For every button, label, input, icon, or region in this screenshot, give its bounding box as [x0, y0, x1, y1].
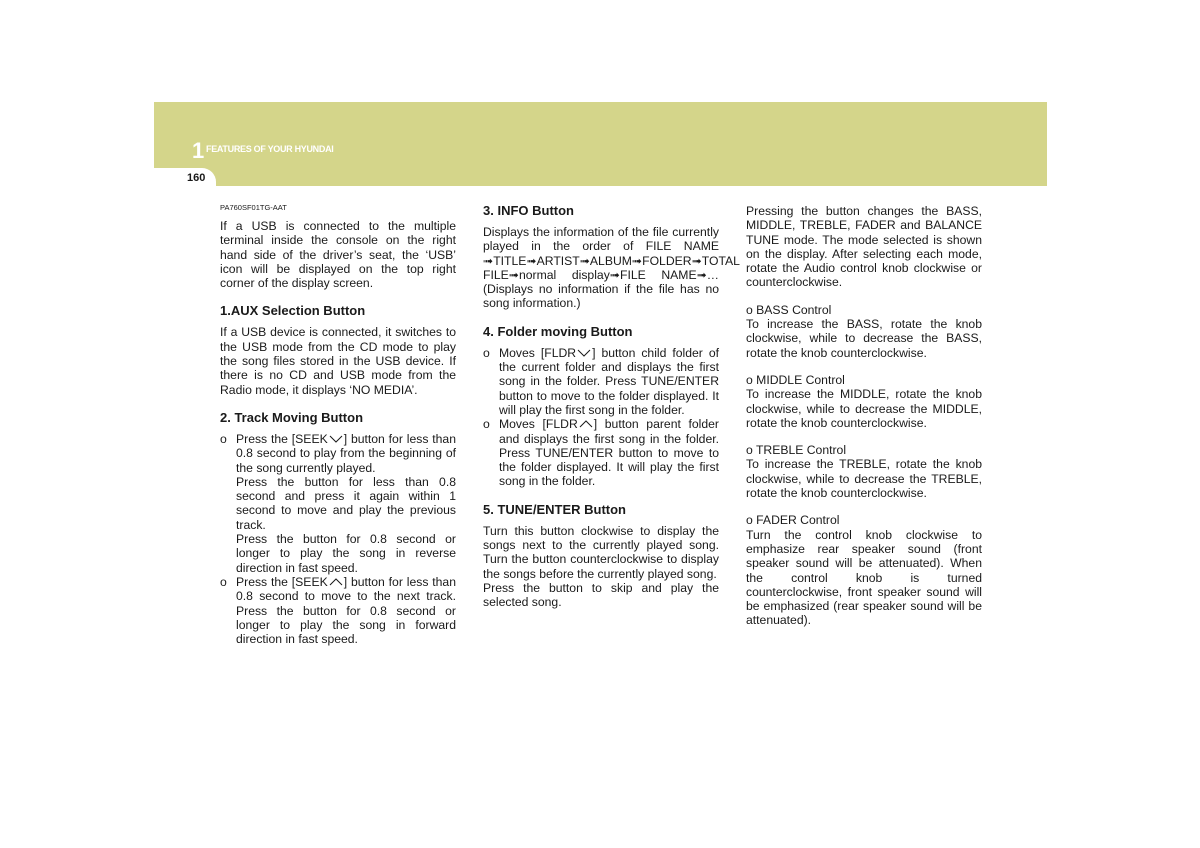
aux-button-heading: 1.AUX Selection Button — [220, 303, 366, 319]
bullet-mark: o — [220, 431, 227, 446]
folder-up-text-post: ] button parent folder and displays the first song in the folder. Press TUNE/ENTER button to move to the folder displayed. It will play the first song in the folder. — [499, 417, 719, 489]
bullet-mark: o — [483, 417, 490, 432]
folder-button-heading: 4. Folder moving Button — [483, 323, 633, 339]
folder-up-text-pre: Moves [FLDR — [499, 417, 578, 432]
chevron-up-icon — [328, 577, 344, 587]
seek-down-text-pre: Press the [SEEK — [236, 431, 328, 446]
track-button-heading: 2. Track Moving Button — [220, 409, 364, 425]
seek-down-text-3: Press the button for 0.8 second or longer to play the song in reverse direction in fast speed. — [236, 532, 456, 575]
column-right — [746, 204, 982, 628]
folder-down-text-pre: Moves [FLDR — [499, 345, 577, 360]
usb-intro-text: If a USB is connected to the multiple terminal inside the console on the right hand side of the driver’s seat, the ‘USB’ icon will be displayed on the top right corner of the display screen. — [220, 219, 456, 291]
treble-control-heading: o TREBLE Control — [746, 443, 847, 458]
tune-button-text-1: Turn this button clockwise to display the songs next to the currently played song. Turn the button counterclockwise to display the songs before the currently played song. — [483, 523, 719, 581]
bullet-mark: o — [483, 345, 490, 360]
bullet-mark: o — [220, 574, 227, 589]
folder-down-text-post: ] button child folder of the current folder and displays the first song in the folder. Press TUNE/ENTER button to move to the folder displayed. It will play the first song in the folder. — [499, 345, 719, 417]
folder-bullet-down — [483, 346, 719, 417]
fader-control-heading: o FADER Control — [746, 513, 840, 528]
track-bullet-seek-down — [220, 432, 456, 575]
seek-up-text-post: ] button for less than 0.8 second to move to the next track. Press the button for 0.8 second or longer to play the song in forward direction in fast speed. — [236, 574, 456, 647]
tone-mode-intro: Pressing the button changes the BASS, MIDDLE, TREBLE, FADER and BALANCE TUNE mode. The mode selected is shown on the display. After selecting each mode, rotate the Audio control knob clockwise or counterclockwise. — [746, 204, 982, 290]
chapter-number: 1 — [192, 138, 205, 163]
chevron-down-icon — [576, 348, 592, 358]
middle-control-text: To increase the MIDDLE, rotate the knob clockwise, while to decrease the MIDDLE, rotate the knob counterclockwise. — [746, 387, 982, 430]
seek-up-text-pre: Press the [SEEK — [236, 574, 328, 589]
track-bullet-seek-up — [220, 575, 456, 646]
tune-button-heading: 5. TUNE/ENTER Button — [483, 501, 626, 517]
bass-control-heading: o BASS Control — [746, 302, 832, 317]
chapter-title: FEATURES OF YOUR HYUNDAI — [206, 144, 334, 154]
column-left — [220, 203, 456, 646]
fader-control-text: Turn the control knob clockwise to emphasize rear speaker sound (front speaker sound will be attenuated). When the control knob is turned counterclockwise, front speaker sound will be emphasized (rear speaker sound will be attenuated). — [746, 527, 982, 628]
tune-button-text-2: Press the button to skip and play the selected song. — [483, 580, 719, 610]
middle-control-heading: o MIDDLE Control — [746, 372, 845, 387]
aux-button-text: If a USB device is connected, it switches to the USB mode from the CD mode to play the song files stored in the USB device. If there is no CD and USB mode from the Radio mode, it displays ‘NO MEDIA’. — [220, 325, 456, 397]
folder-bullet-up — [483, 417, 719, 488]
seek-down-text-2: Press the button for less than 0.8 second and press it again within 1 second to move and play the previous track. — [236, 474, 456, 532]
seek-down-text-post: ] button for less than 0.8 second to play from the beginning of the song currently played. — [236, 431, 456, 475]
treble-control-text: To increase the TREBLE, rotate the knob clockwise, while to decrease the TREBLE, rotate the knob counterclockwise. — [746, 457, 982, 501]
page-number: 160 — [187, 172, 206, 184]
chevron-down-icon — [328, 434, 344, 444]
bass-control-text: To increase the BASS, rotate the knob clockwise, while to decrease the BASS, rotate the knob counterclockwise. — [746, 317, 982, 360]
page-number-tab — [154, 168, 216, 190]
info-button-heading: 3. INFO Button — [483, 203, 574, 218]
info-button-text: Displays the information of the file currently played in the order of FILE NAME ➟TITLE➟ARTIST➟ALBUM➟FOLDER➟TOTAL FILE➟normal display➟FILE NAME➟… (Displays no information if the file has no song information.) — [483, 225, 740, 311]
chevron-up-icon — [578, 419, 594, 429]
column-middle — [483, 203, 740, 610]
document-code: PA760SF01TG-AAT — [220, 203, 287, 212]
